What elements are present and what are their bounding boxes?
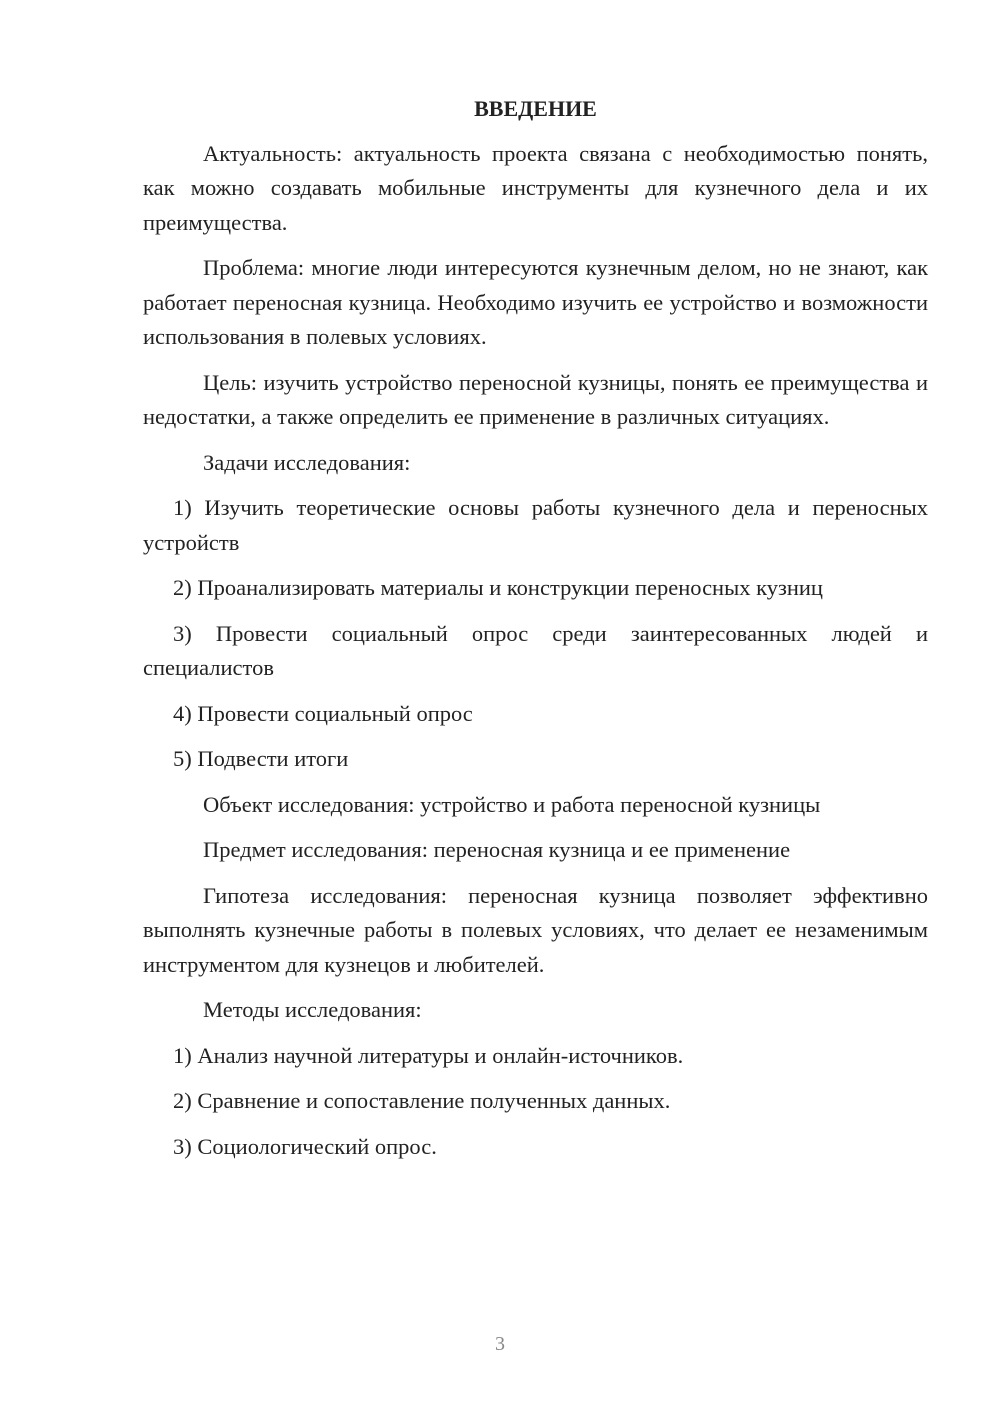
task-item-1: 1) Изучить теоретические основы работы кузнечного дела и переносных устройств — [143, 495, 928, 555]
object-paragraph: Объект исследования: устройство и работа переносной кузницы — [203, 791, 821, 817]
subject-paragraph: Предмет исследования: переносная кузница и ее применение — [203, 837, 791, 862]
task-item-3: 3) Провести социальный опрос среди заинтересованных людей и специалистов — [143, 620, 928, 680]
relevance-paragraph: Актуальность: актуальность проекта связана с необходимостью понять, как можно создавать мобильные инструменты для кузнечного дела и их преимущества. — [143, 140, 928, 235]
document-page — [143, 92, 928, 1175]
method-item-2: 2) Сравнение и сопоставление полученных данных. — [173, 1088, 671, 1113]
method-item-1: 1) Анализ научной литературы и онлайн-источников. — [173, 1042, 684, 1068]
task-item-4: 4) Провести социальный опрос — [173, 700, 473, 726]
goal-paragraph: Цель: изучить устройство переносной кузницы, понять ее преимущества и недостатки, а также определить ее применение в различных ситуациях. — [143, 369, 928, 429]
task-item-5: 5) Подвести итоги — [173, 746, 349, 771]
methods-heading: Методы исследования: — [203, 997, 422, 1022]
hypothesis-paragraph: Гипотеза исследования: переносная кузница позволяет эффективно выполнять кузнечные работы в полевых условиях, что делает ее незаменимым инструментом для кузнецов и любителей. — [143, 882, 928, 977]
problem-paragraph: Проблема: многие люди интересуются кузнечным делом, но не знают, как работает переносная кузница. Необходимо изучить ее устройство и возможности использования в полевых условиях. — [143, 255, 928, 349]
method-item-3: 3) Социологический опрос. — [173, 1133, 437, 1159]
section-title: ВВЕДЕНИЕ — [474, 96, 597, 121]
tasks-heading: Задачи исследования: — [203, 449, 411, 475]
task-item-2: 2) Проанализировать материалы и конструкции переносных кузниц — [173, 575, 823, 600]
page-number: 3 — [495, 1333, 505, 1355]
